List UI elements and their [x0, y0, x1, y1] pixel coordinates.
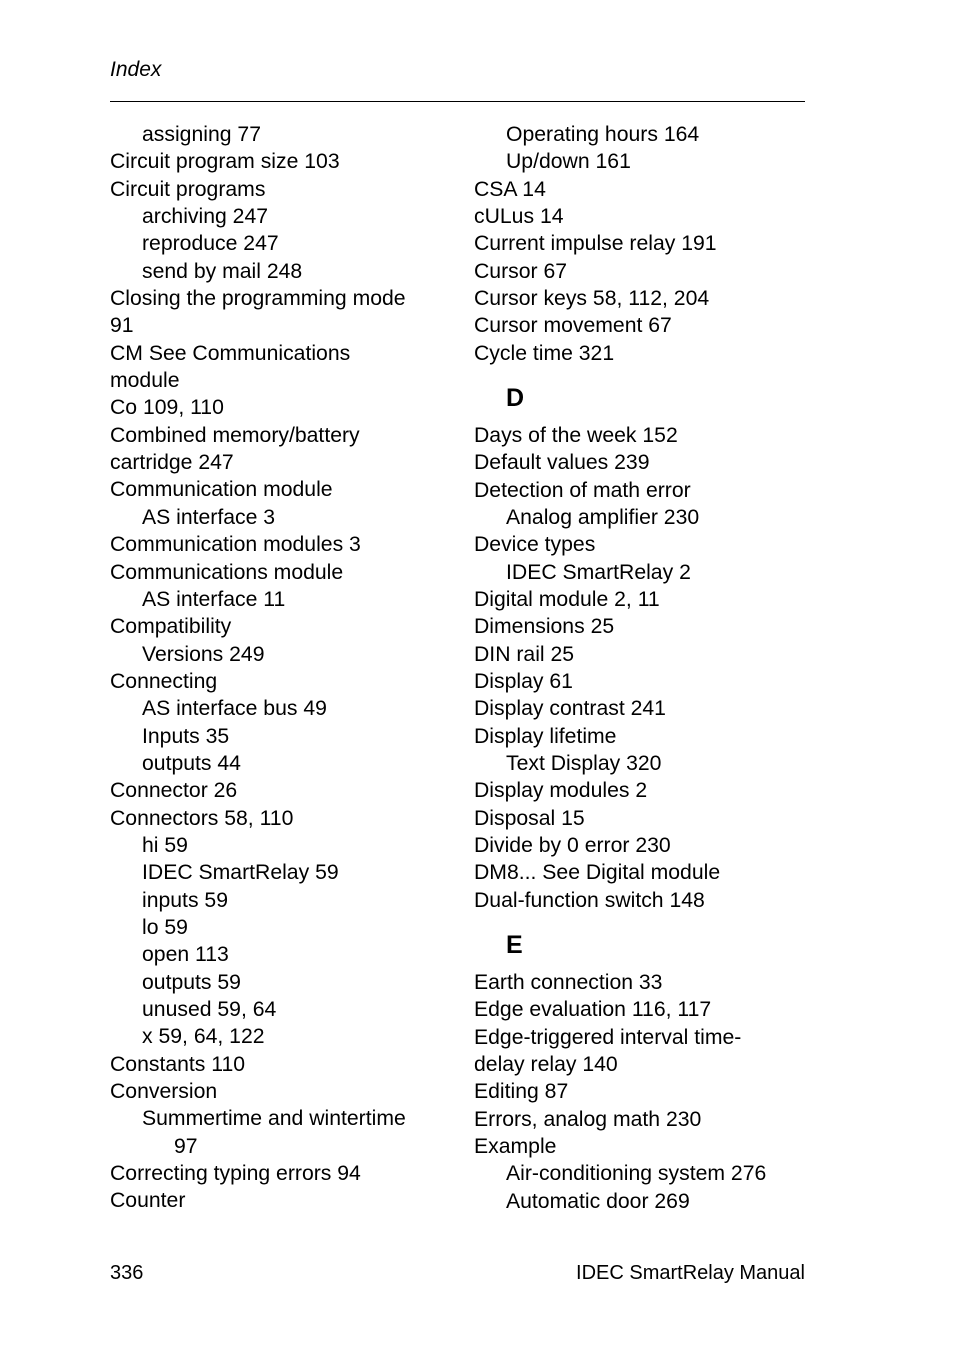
index-subentry: inputs 59: [142, 888, 228, 912]
index-subentry: Operating hours 164: [506, 123, 700, 146]
index-subentry: Versions 249: [142, 642, 265, 666]
index-entry: Connecting: [110, 669, 218, 693]
index-entry: DM8... See Digital module: [474, 861, 721, 885]
index-subentry: AS interface bus 49: [142, 697, 327, 721]
page-number: 336: [110, 1262, 144, 1284]
index-entry: Compatibility: [110, 615, 232, 639]
index-entry: Default values 239: [474, 451, 650, 475]
index-entry: Digital module 2, 11: [474, 588, 660, 611]
index-subentry: assigning 77: [142, 123, 261, 146]
index-subentry: outputs 59: [142, 970, 241, 994]
index-entry: Display 61: [474, 670, 573, 694]
header-divider: [110, 101, 805, 102]
index-entry: CSA 14: [474, 177, 546, 201]
index-entry: Cursor 67: [474, 259, 568, 283]
index-subentry: Inputs 35: [142, 724, 230, 748]
index-subentry: IDEC SmartRelay 59: [142, 861, 339, 885]
index-entry: delay relay 140: [474, 1053, 618, 1076]
index-entry: Example: [474, 1135, 557, 1159]
index-entry: Errors, analog math 230: [474, 1107, 702, 1131]
index-entry: Co 109, 110: [110, 396, 224, 420]
index-entry: cULus 14: [474, 205, 564, 229]
index-subentry: Summertime and wintertime: [142, 1107, 406, 1131]
index-entry: Device types: [474, 533, 596, 557]
index-subentry: 97: [174, 1134, 198, 1158]
running-header: Index: [110, 58, 162, 81]
index-subentry: Air-conditioning system 276: [506, 1162, 767, 1186]
index-entry: Dual-function switch 148: [474, 888, 705, 912]
index-entry: Display modules 2: [474, 779, 648, 803]
index-entry: Cursor movement 67: [474, 314, 672, 338]
index-subentry: unused 59, 64: [142, 998, 277, 1021]
index-column-right: [474, 121, 824, 1215]
index-subentry: IDEC SmartRelay 2: [506, 560, 691, 584]
index-entry: Connectors 58, 110: [110, 806, 294, 830]
index-entry: DIN rail 25: [474, 642, 575, 666]
section-letter-heading: D: [506, 384, 525, 413]
index-entry: Combined memory/battery: [110, 423, 360, 447]
index-entry: Display contrast 241: [474, 697, 666, 721]
index-entry: Dimensions 25: [474, 615, 615, 639]
index-entry: module: [110, 369, 180, 393]
index-subentry: AS interface 11: [142, 587, 286, 611]
index-subentry: reproduce 247: [142, 232, 279, 256]
index-entry: Communication modules 3: [110, 533, 361, 557]
index-entry: Circuit program size 103: [110, 150, 340, 174]
index-subentry: hi 59: [142, 833, 188, 857]
index-entry: Cursor keys 58, 112, 204: [474, 287, 710, 311]
index-entry: Days of the week 152: [474, 423, 678, 447]
index-subentry: archiving 247: [142, 205, 269, 229]
index-entry: Closing the programming mode: [110, 287, 406, 311]
index-subentry: AS interface 3: [142, 505, 276, 529]
index-entry: 91: [110, 314, 134, 338]
index-entry: Editing 87: [474, 1080, 569, 1104]
index-column-left: [110, 121, 460, 1215]
index-subentry: lo 59: [142, 915, 188, 939]
index-subentry: x 59, 64, 122: [142, 1025, 265, 1049]
section-letter-heading: E: [506, 931, 523, 960]
index-entry: cartridge 247: [110, 451, 234, 475]
index-entry: Counter: [110, 1189, 186, 1213]
index-subentry: open 113: [142, 943, 229, 967]
index-subentry: Automatic door 269: [506, 1189, 690, 1213]
index-entry: Display lifetime: [474, 724, 617, 748]
index-entry: Communication module: [110, 478, 333, 502]
index-entry: Constants 110: [110, 1052, 246, 1076]
index-entry: Edge evaluation 116, 117: [474, 998, 712, 1022]
index-subentry: outputs 44: [142, 751, 241, 775]
manual-title: IDEC SmartRelay Manual: [576, 1262, 805, 1284]
index-entry: Circuit programs: [110, 177, 266, 201]
index-entry: CM See Communications: [110, 341, 351, 365]
index-subentry: Analog amplifier 230: [506, 505, 700, 529]
index-subentry: Up/down 161: [506, 150, 631, 174]
index-entry: Earth connection 33: [474, 970, 663, 994]
index-entry: Disposal 15: [474, 806, 585, 830]
index-entry: Edge-triggered interval time-: [474, 1025, 742, 1049]
index-entry: Current impulse relay 191: [474, 232, 717, 256]
index-entry: Correcting typing errors 94: [110, 1162, 361, 1186]
index-entry: Conversion: [110, 1080, 218, 1104]
index-entry: Detection of math error: [474, 478, 691, 502]
index-entry: Communications module: [110, 560, 344, 584]
index-subentry: send by mail 248: [142, 259, 303, 283]
index-entry: Cycle time 321: [474, 341, 615, 365]
index-subentry: Text Display 320: [506, 752, 662, 776]
index-entry: Connector 26: [110, 779, 238, 803]
index-entry: Divide by 0 error 230: [474, 834, 671, 858]
